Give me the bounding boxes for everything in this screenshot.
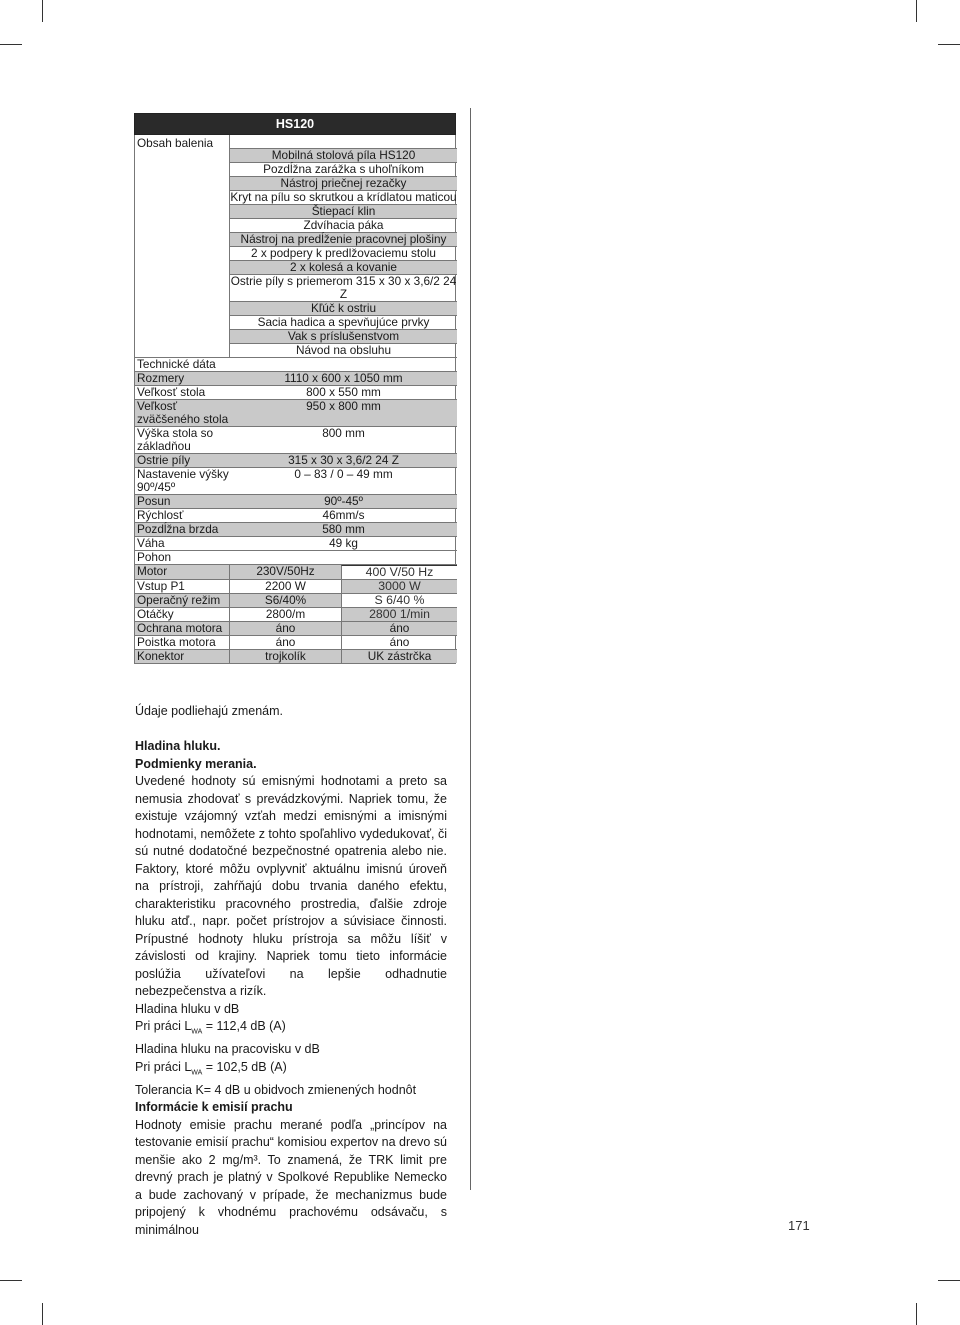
motor-row	[135, 635, 457, 649]
motor-row	[135, 649, 457, 663]
motor-row-label: Motor	[135, 565, 230, 579]
motor-row	[135, 564, 457, 579]
motor-row	[135, 593, 457, 607]
contents-item: Nástroj priečnej rezačky	[230, 176, 457, 190]
motor-row-label: Ochrana motora	[135, 622, 230, 635]
contents-item: Štiepací klin	[230, 204, 457, 218]
contents-item: Pozdĺžna zarážka s uhoľníkom	[230, 162, 457, 176]
motor-row	[135, 621, 457, 635]
motor-value-230v: trojkolík	[265, 649, 306, 663]
drive-spacer	[230, 551, 457, 564]
paragraph-dust: Hodnoty emisie prachu merané podľa „princípov na testovanie emisií prachu“ komisiou expertov na drevo sú menšie ako 2 mg/m³. To znamená, že TRK limit pre drevný prach je platný v Spolkové Republike Nemecko a bude zachovaný v prípade, že mechanizmus bude pripojený k vhodnému prachovému odsávaču, s minimálnou	[135, 1117, 447, 1237]
tech-row	[135, 467, 457, 494]
motor-value-230v: áno	[275, 621, 296, 635]
contents-list	[230, 135, 457, 357]
drive-label: Pohon	[137, 550, 172, 564]
tech-row-value: 49 kg	[329, 536, 358, 550]
crop-mark	[938, 1280, 960, 1281]
spec-table	[134, 113, 456, 664]
tech-row-label: Posun	[137, 494, 171, 508]
contents-item: Nástroj na predĺženie pracovnej plošiny	[230, 232, 457, 246]
motor-row-label: Konektor	[135, 650, 230, 663]
tech-row-label: Nastavenie výšky 90º/45º	[137, 467, 229, 494]
contents-item: Kľúč k ostriu	[230, 301, 457, 315]
contents-item: 2 x podpery k predlžovaciemu stolu	[230, 246, 457, 260]
contents-item: Zdvíhacia páka	[230, 218, 457, 232]
paragraph-emissions: Uvedené hodnoty sú emisnými hodnotami a preto sa nemusia zhodovať s prevádzkovými. Napriek tomu, že existuje vzájomný vzťah medzi emisnými a imisnými hodnotami, nemôžete z tohto spoľahlivo vydedukovať, či sú nutné dodatočné bezpečnostné opatrenia alebo nie. Faktory, ktoré môžu ovplyvniť aktuálnu imisnú úroveň na prístroji, zahŕňajú dobu trvania daného efektu, charakteristiku pracovného prostredia, ďalšie zdroje hluku atď., napr. počet prístrojov a súvisiace činnosti. Prípustné hodnoty hluku prístroja sa môžu líšiť v závislosti od krajiny. Napriek tomu tieto informácie poslúžia užívateľovi na lepšie odhadnutie nebezpečenstva a rizík.	[135, 774, 447, 998]
tech-row	[135, 508, 457, 522]
tech-rows	[135, 371, 455, 550]
tech-row	[135, 385, 457, 399]
tech-header-row	[135, 357, 457, 371]
motor-value-400v: áno	[341, 636, 457, 649]
changes-note: Údaje podliehajú zmenám.	[135, 704, 284, 718]
tech-row-value: 800 mm	[322, 426, 365, 440]
db-title: Hladina hluku v dB	[135, 1001, 240, 1016]
tech-row	[135, 426, 457, 453]
tech-row-value: 315 x 30 x 3,6/2 24 Z	[288, 453, 399, 467]
crop-mark	[938, 44, 960, 45]
motor-value-230v: S6/40%	[264, 593, 307, 607]
contents-item: Sacia hadica a spevňujúce prvky	[230, 315, 457, 329]
motor-row-label: Vstup P1	[135, 580, 230, 593]
motor-row-label: Operačný režim	[135, 594, 230, 607]
contents-item: 2 x kolesá a kovanie	[230, 260, 457, 274]
lwa-sub: WA	[191, 1028, 203, 1036]
tech-row	[135, 371, 457, 385]
tech-row-value: 950 x 800 mm	[306, 399, 381, 413]
tech-row-label: Veľkosť stola	[137, 385, 206, 399]
tech-row-label: Rýchlosť	[137, 508, 184, 522]
motor-value-230v: 2200 W	[265, 579, 306, 593]
motor-value-400v: S 6/40 %	[341, 594, 457, 607]
crop-mark	[42, 1303, 43, 1325]
contents-item: Kryt na pílu so skrutkou a krídlatou maticou	[230, 190, 457, 204]
crop-mark	[916, 1303, 917, 1325]
lwa-prefix: Pri práci L	[135, 1019, 192, 1033]
tech-row	[135, 522, 457, 536]
motor-value-230v: 230V/50Hz	[256, 564, 315, 578]
noise-title: Hladina hluku.	[135, 739, 221, 753]
crop-mark	[0, 44, 22, 45]
tech-row	[135, 453, 457, 467]
motor-row-label: Poistka motora	[135, 636, 230, 649]
tech-row-label: Rozmery	[137, 371, 185, 385]
spec-body	[134, 135, 456, 664]
tech-row-label: Ostrie píly	[137, 453, 191, 467]
motor-value-400v: 400 V/50 Hz	[341, 565, 457, 579]
tech-row	[135, 536, 457, 550]
tech-row-label: Výška stola so základňou	[137, 426, 214, 453]
tech-row-label: Veľkosť zväčšeného stola	[137, 399, 229, 426]
tech-row-value: 580 mm	[322, 522, 365, 536]
contents-label: Obsah balenia	[137, 136, 214, 150]
drive-header-row	[135, 550, 457, 564]
page-number: 171	[788, 1218, 810, 1233]
motor-value-400v: 2800 1/min	[341, 608, 457, 621]
lwa2-value: = 102,5 dB (A)	[202, 1059, 287, 1074]
tech-row-label: Váha	[137, 536, 165, 550]
tech-row-label: Pozdĺžna brzda	[137, 522, 219, 536]
contents-item: Mobilná stolová píla HS120	[230, 148, 457, 162]
tech-spacer	[230, 358, 457, 371]
conditions-title: Podmienky merania.	[135, 756, 257, 771]
motor-value-400v: 3000 W	[341, 580, 457, 593]
body-text	[135, 738, 447, 1239]
contents-row	[135, 135, 457, 357]
tech-row-value: 90º-45º	[324, 494, 363, 508]
tolerance: Tolerancia K= 4 dB u obidvoch zmienených hodnôt	[135, 1082, 417, 1097]
motor-value-400v: áno	[341, 622, 457, 635]
tech-row	[135, 494, 457, 508]
lwa-line	[135, 1018, 447, 1041]
motor-value-230v: áno	[275, 635, 296, 649]
model-header: HS120	[134, 113, 456, 135]
tech-label: Technické dáta	[137, 357, 216, 371]
tech-row-value: 0 – 83 / 0 – 49 mm	[294, 467, 393, 481]
contents-item: Návod na obsluhu	[230, 343, 457, 357]
contents-items	[229, 148, 457, 357]
dust-title: Informácie k emisií prachu	[135, 1100, 293, 1114]
motor-value-230v: 2800/m	[265, 607, 306, 621]
column-rule	[470, 108, 471, 1190]
tech-row-value: 1110 x 600 x 1050 mm	[284, 371, 403, 385]
contents-item: Ostrie píly s priemerom 315 x 30 x 3,6/2 24 Z	[230, 274, 457, 301]
motor-value-400v: UK zástrčka	[341, 650, 457, 663]
crop-mark	[916, 0, 917, 22]
motor-row-label: Otáčky	[135, 608, 230, 621]
tech-row-value: 46mm/s	[322, 508, 365, 522]
tech-row	[135, 399, 457, 426]
motor-rows	[135, 564, 455, 663]
lwa2-sub: WA	[191, 1069, 203, 1076]
workplace-title: Hladina hluku na pracovisku v dB	[135, 1042, 320, 1056]
lwa2-prefix: Pri práci L	[135, 1059, 192, 1074]
lwa2-line	[135, 1059, 447, 1082]
contents-item: Vak s príslušenstvom	[230, 329, 457, 343]
lwa-value: = 112,4 dB (A)	[202, 1019, 286, 1033]
motor-row	[135, 607, 457, 621]
tech-row-value: 800 x 550 mm	[306, 385, 381, 399]
crop-mark	[0, 1280, 22, 1281]
motor-row	[135, 579, 457, 593]
crop-mark	[42, 0, 43, 22]
